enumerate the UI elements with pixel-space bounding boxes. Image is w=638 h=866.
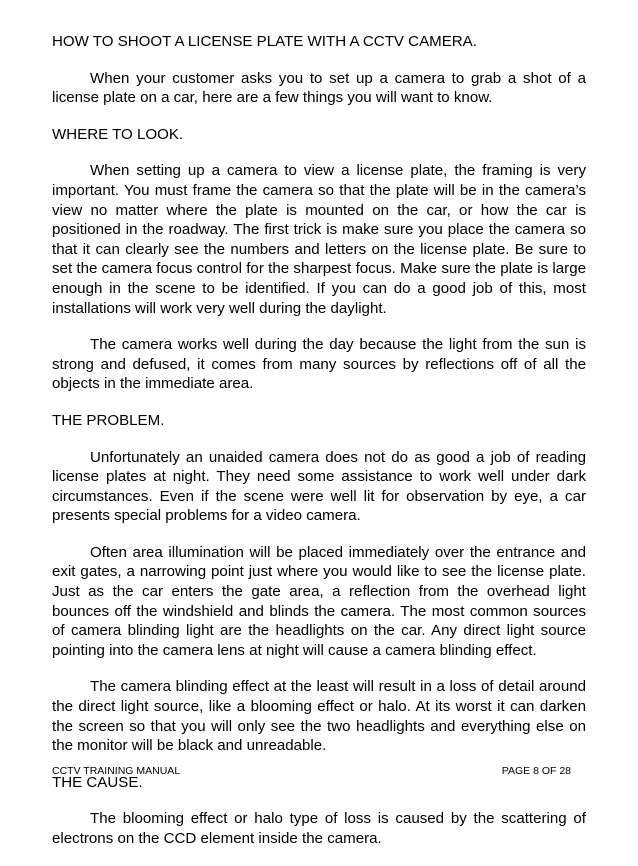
footer-page-number: PAGE 8 OF 28	[501, 765, 571, 777]
body-paragraph: Often area illumination will be placed immediately over the entrance and exit gates, a narrowing point just where you would like to see the license plate. Just as the car enters the gate area, a reflection from the overhead light bounces off the windshield and blinds the camera. The most common sources of camera blinding light are the headlights on the car. Any direct light source pointing into the camera lens at night will cause a camera blinding effect.	[52, 543, 586, 659]
document-title: HOW TO SHOOT A LICENSE PLATE WITH A CCTV CAMERA.	[52, 33, 477, 50]
section-heading: THE CAUSE.	[52, 773, 143, 791]
section-heading: WHERE TO LOOK.	[52, 125, 184, 143]
body-paragraph: The camera works well during the day because the light from the sun is strong and defused, it comes from many sources by reflections off of all the objects in the immediate area.	[52, 336, 586, 393]
page-body	[52, 32, 586, 866]
intro-paragraph: When your customer asks you to set up a camera to grab a shot of a license plate on a car, here are a few things you will want to know.	[52, 69, 586, 107]
section-the-problem	[52, 411, 586, 756]
body-paragraph: Unfortunately an unaided camera does not do as good a job of reading license plates at night. They need some assistance to work well under dark circumstances. Even if the scene were well lit for observation by eye, a car presents special problems for a video camera.	[52, 448, 586, 525]
section-where-to-look	[52, 125, 586, 394]
section-heading: THE PROBLEM.	[52, 411, 165, 429]
body-paragraph: The camera blinding effect at the least will result in a loss of detail around the direct light source, like a blooming effect or halo. At its worst it can darken the screen so that you will only see the two headlights and everything else on the monitor will be black and unreadable.	[52, 678, 586, 755]
footer-manual-title: CCTV TRAINING MANUAL	[52, 765, 181, 777]
page-footer	[52, 764, 571, 778]
body-paragraph: The blooming effect or halo type of loss is caused by the scattering of electrons on the CCD element inside the camera.	[52, 810, 586, 847]
section-the-cause	[52, 773, 586, 849]
body-paragraph: When setting up a camera to view a license plate, the framing is very important. You must frame the camera so that the plate will be in the camera’s view no matter where the plate is mounted on the car, or how the car is positioned in the roadway. The first trick is make sure you place the camera so that it can clearly see the numbers and letters on the license plate. Be sure to set the camera focus control for the sharpest focus. Make sure the plate is large enough in the scene to be identified. If you can do a good job of this, most installations will work very well during the daylight.	[52, 162, 586, 317]
